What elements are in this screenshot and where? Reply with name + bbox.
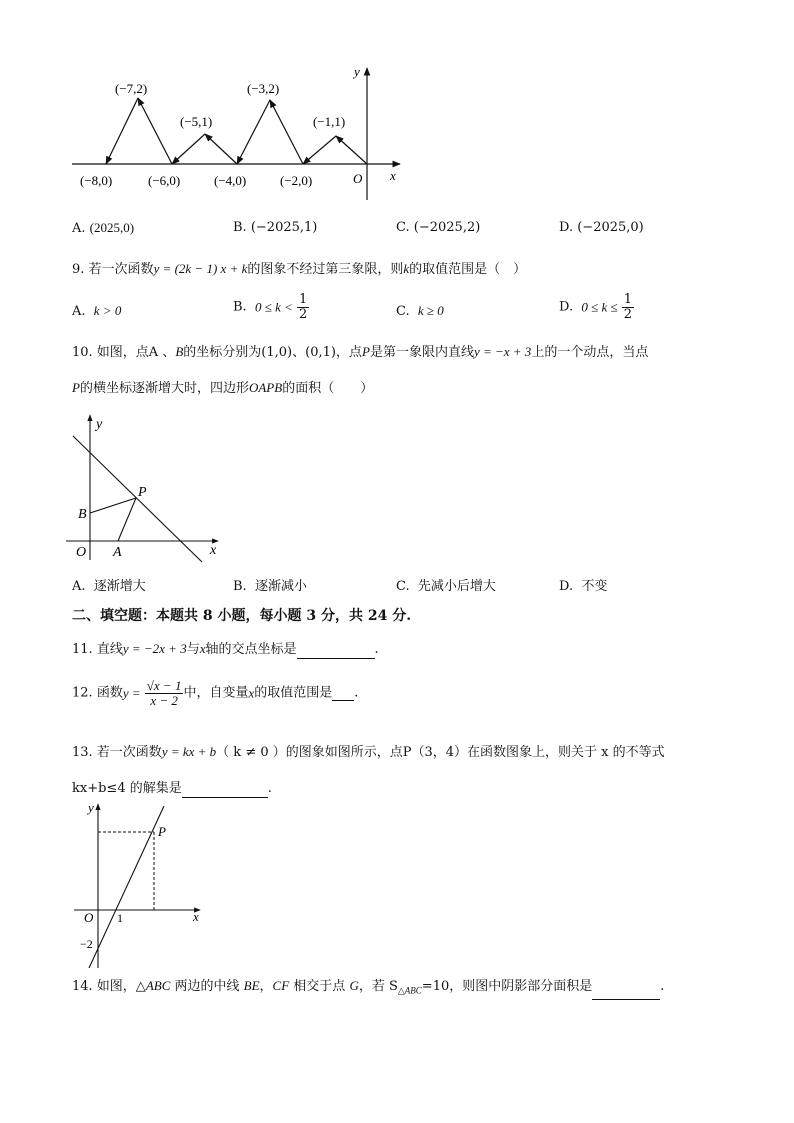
section-heading: 二、填空题：本题共 8 小题，每小题 3 分，共 24 分. — [72, 608, 412, 624]
arrow-m6-0-to-m7-2 — [138, 98, 172, 164]
stem-text: 两边的中线 — [170, 979, 244, 994]
subscript: △ABC — [397, 985, 422, 996]
stem-text: 的坐标分别为 — [183, 345, 262, 360]
y-axis-label: y — [354, 64, 360, 79]
arrow-m2-0-to-m3-2 — [270, 100, 303, 164]
variable: x — [248, 685, 255, 701]
option-text: 逐渐减小 — [254, 579, 307, 594]
option-text: k ≥ 0 — [417, 303, 444, 318]
label-m3-2: (−3,2) — [247, 81, 280, 96]
q13-stem-line2 — [72, 780, 272, 798]
option-letter: B. — [233, 220, 247, 235]
label-m4-0: (−4,0) — [214, 173, 247, 188]
fraction-denominator: 2 — [299, 307, 308, 322]
variable: k — [403, 261, 410, 276]
origin-label: O — [84, 910, 94, 925]
point-P-label: P — [158, 824, 166, 839]
formula: y = kx + b — [161, 744, 217, 759]
fraction — [145, 679, 184, 708]
tick-label-neg2: −2 — [80, 937, 93, 951]
fraction — [622, 293, 634, 322]
variable: B — [175, 344, 184, 359]
answer-blank[interactable] — [182, 783, 268, 798]
option-text: k > 0 — [93, 303, 122, 318]
stem-text: 直线 — [96, 642, 123, 657]
label-m6-0: (−6,0) — [148, 173, 181, 188]
q9-option-a[interactable] — [72, 302, 121, 321]
q10-option-d[interactable] — [559, 578, 607, 596]
formula: y = −x + 3 — [473, 344, 532, 359]
label-m7-2: (−7,2) — [115, 81, 148, 96]
segment-BP — [90, 498, 136, 513]
segment-AP — [118, 498, 136, 541]
option-text: 0 ≤ k ≤ — [581, 299, 618, 315]
option-text: (−2025,0) — [577, 220, 644, 235]
q13-figure — [72, 800, 212, 970]
q10-option-a[interactable] — [72, 578, 146, 596]
option-letter: C. — [396, 220, 410, 235]
q8-option-c[interactable] — [396, 219, 480, 237]
option-letter: B. — [233, 299, 247, 315]
q9-option-c[interactable] — [396, 302, 444, 321]
stem-text: 的图象不经过第三象限，则 — [247, 262, 404, 277]
q10-stem-line1 — [72, 343, 648, 362]
variable: CF — [272, 978, 290, 993]
x-label: x — [193, 909, 199, 924]
point-B-label: B — [78, 507, 87, 522]
q8-option-d[interactable] — [559, 219, 644, 237]
answer-blank[interactable] — [592, 985, 660, 1000]
formula: y = −2x + 3 — [122, 641, 187, 656]
option-text: (−2025,1) — [250, 220, 318, 235]
stem-text: ，点 — [335, 345, 362, 360]
stem-text: 的取值范围是（ ） — [409, 262, 527, 277]
stem-text: . — [660, 979, 665, 994]
label-m8-0: (−8,0) — [80, 173, 113, 188]
answer-blank[interactable] — [332, 686, 354, 701]
option-text: 逐渐增大 — [93, 579, 146, 594]
option-text: 先减小后增大 — [417, 579, 496, 594]
q13-stem-line1 — [72, 743, 665, 762]
option-text: 不变 — [581, 579, 608, 594]
x-axis-label: x — [390, 168, 396, 183]
q9-option-d[interactable] — [559, 293, 634, 322]
point-P-label: P — [138, 485, 147, 500]
stem-text: . — [267, 781, 272, 796]
stem-text: 14. 如图，△ — [72, 979, 146, 994]
option-text: 0 ≤ k < — [254, 299, 293, 315]
fraction-numerator: 1 — [623, 292, 633, 307]
coordinate: (0,1) — [305, 345, 336, 360]
variable: x — [199, 641, 206, 656]
y-label: y — [88, 800, 94, 815]
q10-option-b[interactable] — [233, 578, 307, 596]
fraction-numerator: √x − 1 — [146, 678, 182, 693]
option-letter: A. — [72, 579, 86, 594]
variable: G — [349, 978, 359, 993]
option-letter: B. — [233, 579, 247, 594]
origin-label: O — [76, 545, 87, 560]
coordinate: (1,0) — [261, 345, 293, 360]
stem-text: 中，自变量 — [183, 685, 249, 701]
arrow-m4-0-to-m5-1 — [205, 134, 237, 164]
label-m5-1: (−5,1) — [180, 114, 213, 129]
stem-text: 是第一象限内直线 — [369, 345, 474, 360]
option-letter: A. — [72, 221, 86, 236]
stem-text: 、 — [292, 345, 306, 360]
origin-label: O — [353, 171, 363, 186]
fraction-numerator: 1 — [299, 292, 308, 307]
variable: BE — [243, 978, 260, 993]
q10-stem-line2 — [72, 379, 373, 398]
variable: OAPB — [248, 380, 283, 395]
question-number: 11. — [72, 642, 93, 657]
stem-text: . — [354, 685, 359, 701]
stem-text: 13. 若一次函数 — [72, 745, 162, 760]
option-letter: D. — [559, 220, 574, 235]
q12-stem — [72, 679, 358, 708]
q8-option-a[interactable] — [72, 219, 134, 238]
fraction-denominator: x − 2 — [150, 693, 178, 708]
arrow-m5-1-to-m6-0 — [172, 134, 205, 164]
zigzag-figure — [60, 60, 420, 205]
x-label: x — [210, 543, 217, 558]
stem-text: 与 — [186, 642, 200, 657]
variable: P — [361, 344, 370, 359]
label-m1-1: (−1,1) — [313, 114, 346, 129]
option-text: (−2025,2) — [413, 220, 481, 235]
q8-option-b[interactable] — [233, 219, 317, 237]
arrow-m3-2-to-m4-0 — [237, 100, 270, 164]
q14-stem — [72, 977, 664, 1000]
function-line — [89, 806, 164, 968]
y-label: y — [96, 417, 103, 432]
variable: P — [72, 380, 80, 395]
label-m2-0: (−2,0) — [280, 173, 313, 188]
q10-option-c[interactable] — [396, 578, 496, 596]
option-letter: D. — [559, 299, 574, 315]
stem-text: . — [374, 642, 379, 657]
stem-text: （ k ≠ 0 ）的图象如图所示，点P（3，4）在函数图象上，则关于 x 的不等式 — [216, 745, 665, 760]
fraction-denominator: 2 — [623, 307, 633, 322]
formula: y = — [122, 685, 141, 701]
arrow-m1-1-to-m2-0 — [303, 136, 336, 164]
question-number: 12. — [72, 685, 93, 701]
stem-text: 的面积（ ） — [282, 381, 374, 396]
q9-option-b[interactable] — [233, 293, 309, 322]
option-letter: A. — [72, 304, 86, 319]
stem-text: 相交于点 — [289, 979, 350, 994]
answer-blank[interactable] — [297, 644, 375, 659]
tick-label-1: 1 — [117, 911, 123, 925]
option-letter: D. — [559, 579, 574, 594]
fraction — [297, 293, 309, 322]
question-number: 9. — [72, 262, 85, 277]
variable: ABC — [145, 978, 171, 993]
q11-stem — [72, 640, 379, 659]
arrow-m7-2-to-m8-0 — [106, 98, 138, 164]
stem-text: 上的一个动点，当点 — [531, 345, 649, 360]
stem-text: kx+b≤4 的解集是 — [72, 781, 182, 796]
option-letter: C. — [396, 304, 410, 319]
arrow-O-to-m1-1 — [336, 136, 367, 164]
stem-text: ，若 S — [358, 979, 398, 994]
stem-text: 轴的交点坐标是 — [205, 642, 297, 657]
point-A-label: A — [113, 545, 122, 560]
option-text: (2025,0) — [89, 220, 135, 235]
formula: y = (2k − 1) x + k — [153, 261, 248, 276]
q9-stem — [72, 260, 526, 279]
q10-figure — [66, 410, 231, 570]
stem-text: ， — [259, 979, 273, 994]
stem-text: =10，则图中阴影部分面积是 — [421, 979, 593, 994]
stem-text: 10. 如图，点A 、 — [72, 345, 176, 360]
stem-text: 的取值范围是 — [254, 685, 333, 701]
stem-text: 函数 — [96, 685, 123, 701]
stem-text: 若一次函数 — [88, 262, 154, 277]
stem-text: 的横坐标逐渐增大时，四边形 — [79, 381, 249, 396]
option-letter: C. — [396, 579, 410, 594]
